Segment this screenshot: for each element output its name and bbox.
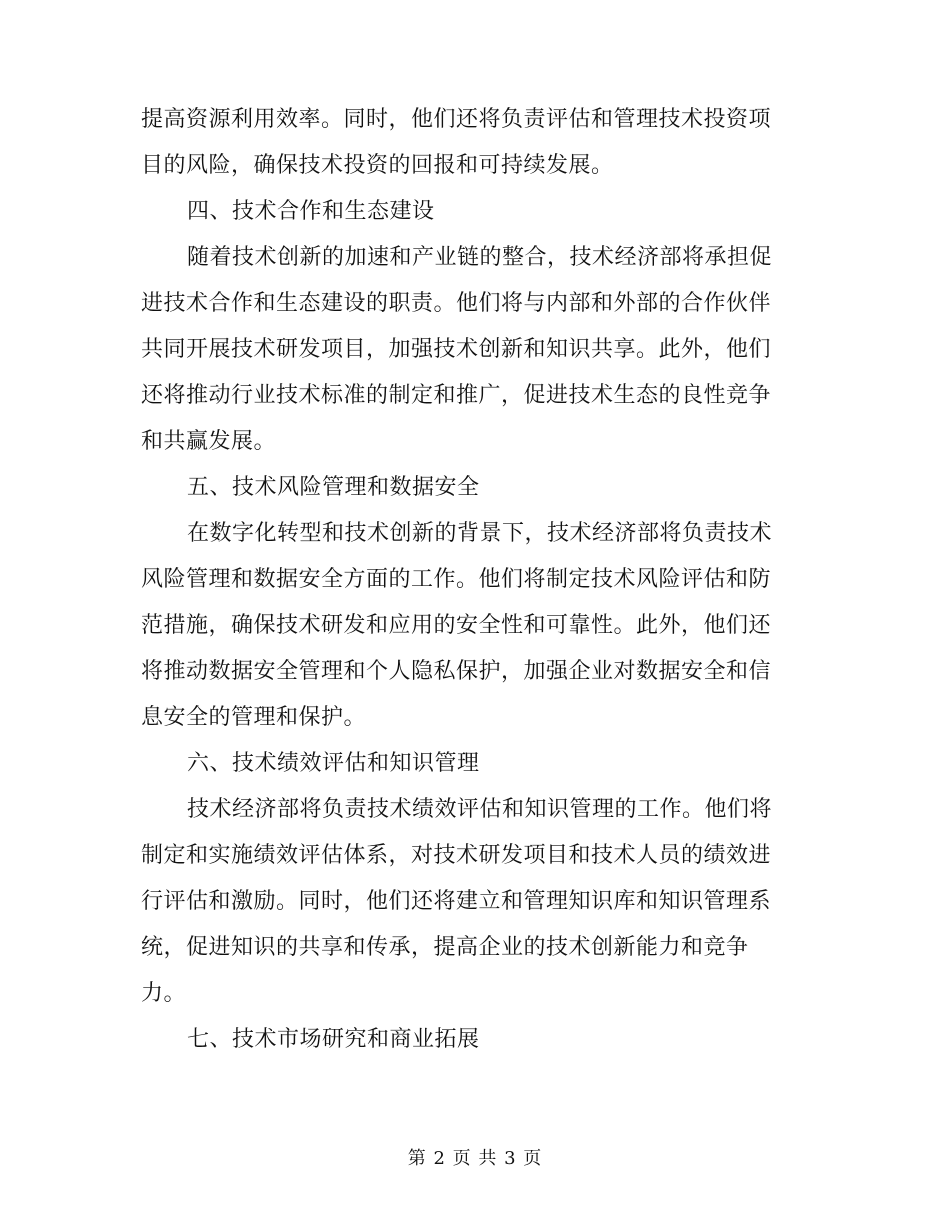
body-text-line: 息安全的管理和保护。	[141, 705, 367, 730]
section-heading-4: 四、技术合作和生态建设	[187, 199, 435, 224]
body-text-line: 行评估和激励。同时，他们还将建立和管理知识库和知识管理系	[141, 889, 772, 914]
body-text-line: 风险管理和数据安全方面的工作。他们将制定技术风险评估和防	[141, 567, 772, 592]
body-text-line: 力。	[141, 981, 187, 1006]
body-text-line: 目的风险，确保技术投资的回报和可持续发展。	[141, 153, 614, 178]
body-text-line: 提高资源利用效率。同时，他们还将负责评估和管理技术投资项	[141, 107, 772, 132]
body-text-line: 共同开展技术研发项目，加强技术创新和知识共享。此外，他们	[141, 337, 772, 362]
body-text-line: 技术经济部将负责技术绩效评估和知识管理的工作。他们将	[187, 797, 773, 822]
body-text-line: 还将推动行业技术标准的制定和推广，促进技术生态的良性竞争	[141, 383, 772, 408]
body-text-line: 统，促进知识的共享和传承，提高企业的技术创新能力和竞争	[141, 935, 749, 960]
body-text-line: 将推动数据安全管理和个人隐私保护，加强企业对数据安全和信	[141, 659, 772, 684]
section-heading-6: 六、技术绩效评估和知识管理	[187, 751, 480, 776]
page-number-footer: 第 2 页 共 3 页	[407, 1148, 543, 1169]
body-text-line: 随着技术创新的加速和产业链的整合，技术经济部将承担促	[187, 245, 773, 270]
section-heading-7: 七、技术市场研究和商业拓展	[187, 1027, 480, 1052]
body-text-line: 在数字化转型和技术创新的背景下，技术经济部将负责技术	[187, 521, 773, 546]
body-text-line: 和共赢发展。	[141, 429, 277, 454]
body-text-line: 范措施，确保技术研发和应用的安全性和可靠性。此外，他们还	[141, 613, 772, 638]
body-text-line: 制定和实施绩效评估体系，对技术研发项目和技术人员的绩效进	[141, 843, 772, 868]
section-heading-5: 五、技术风险管理和数据安全	[187, 475, 480, 500]
body-text-line: 进技术合作和生态建设的职责。他们将与内部和外部的合作伙伴	[141, 291, 772, 316]
